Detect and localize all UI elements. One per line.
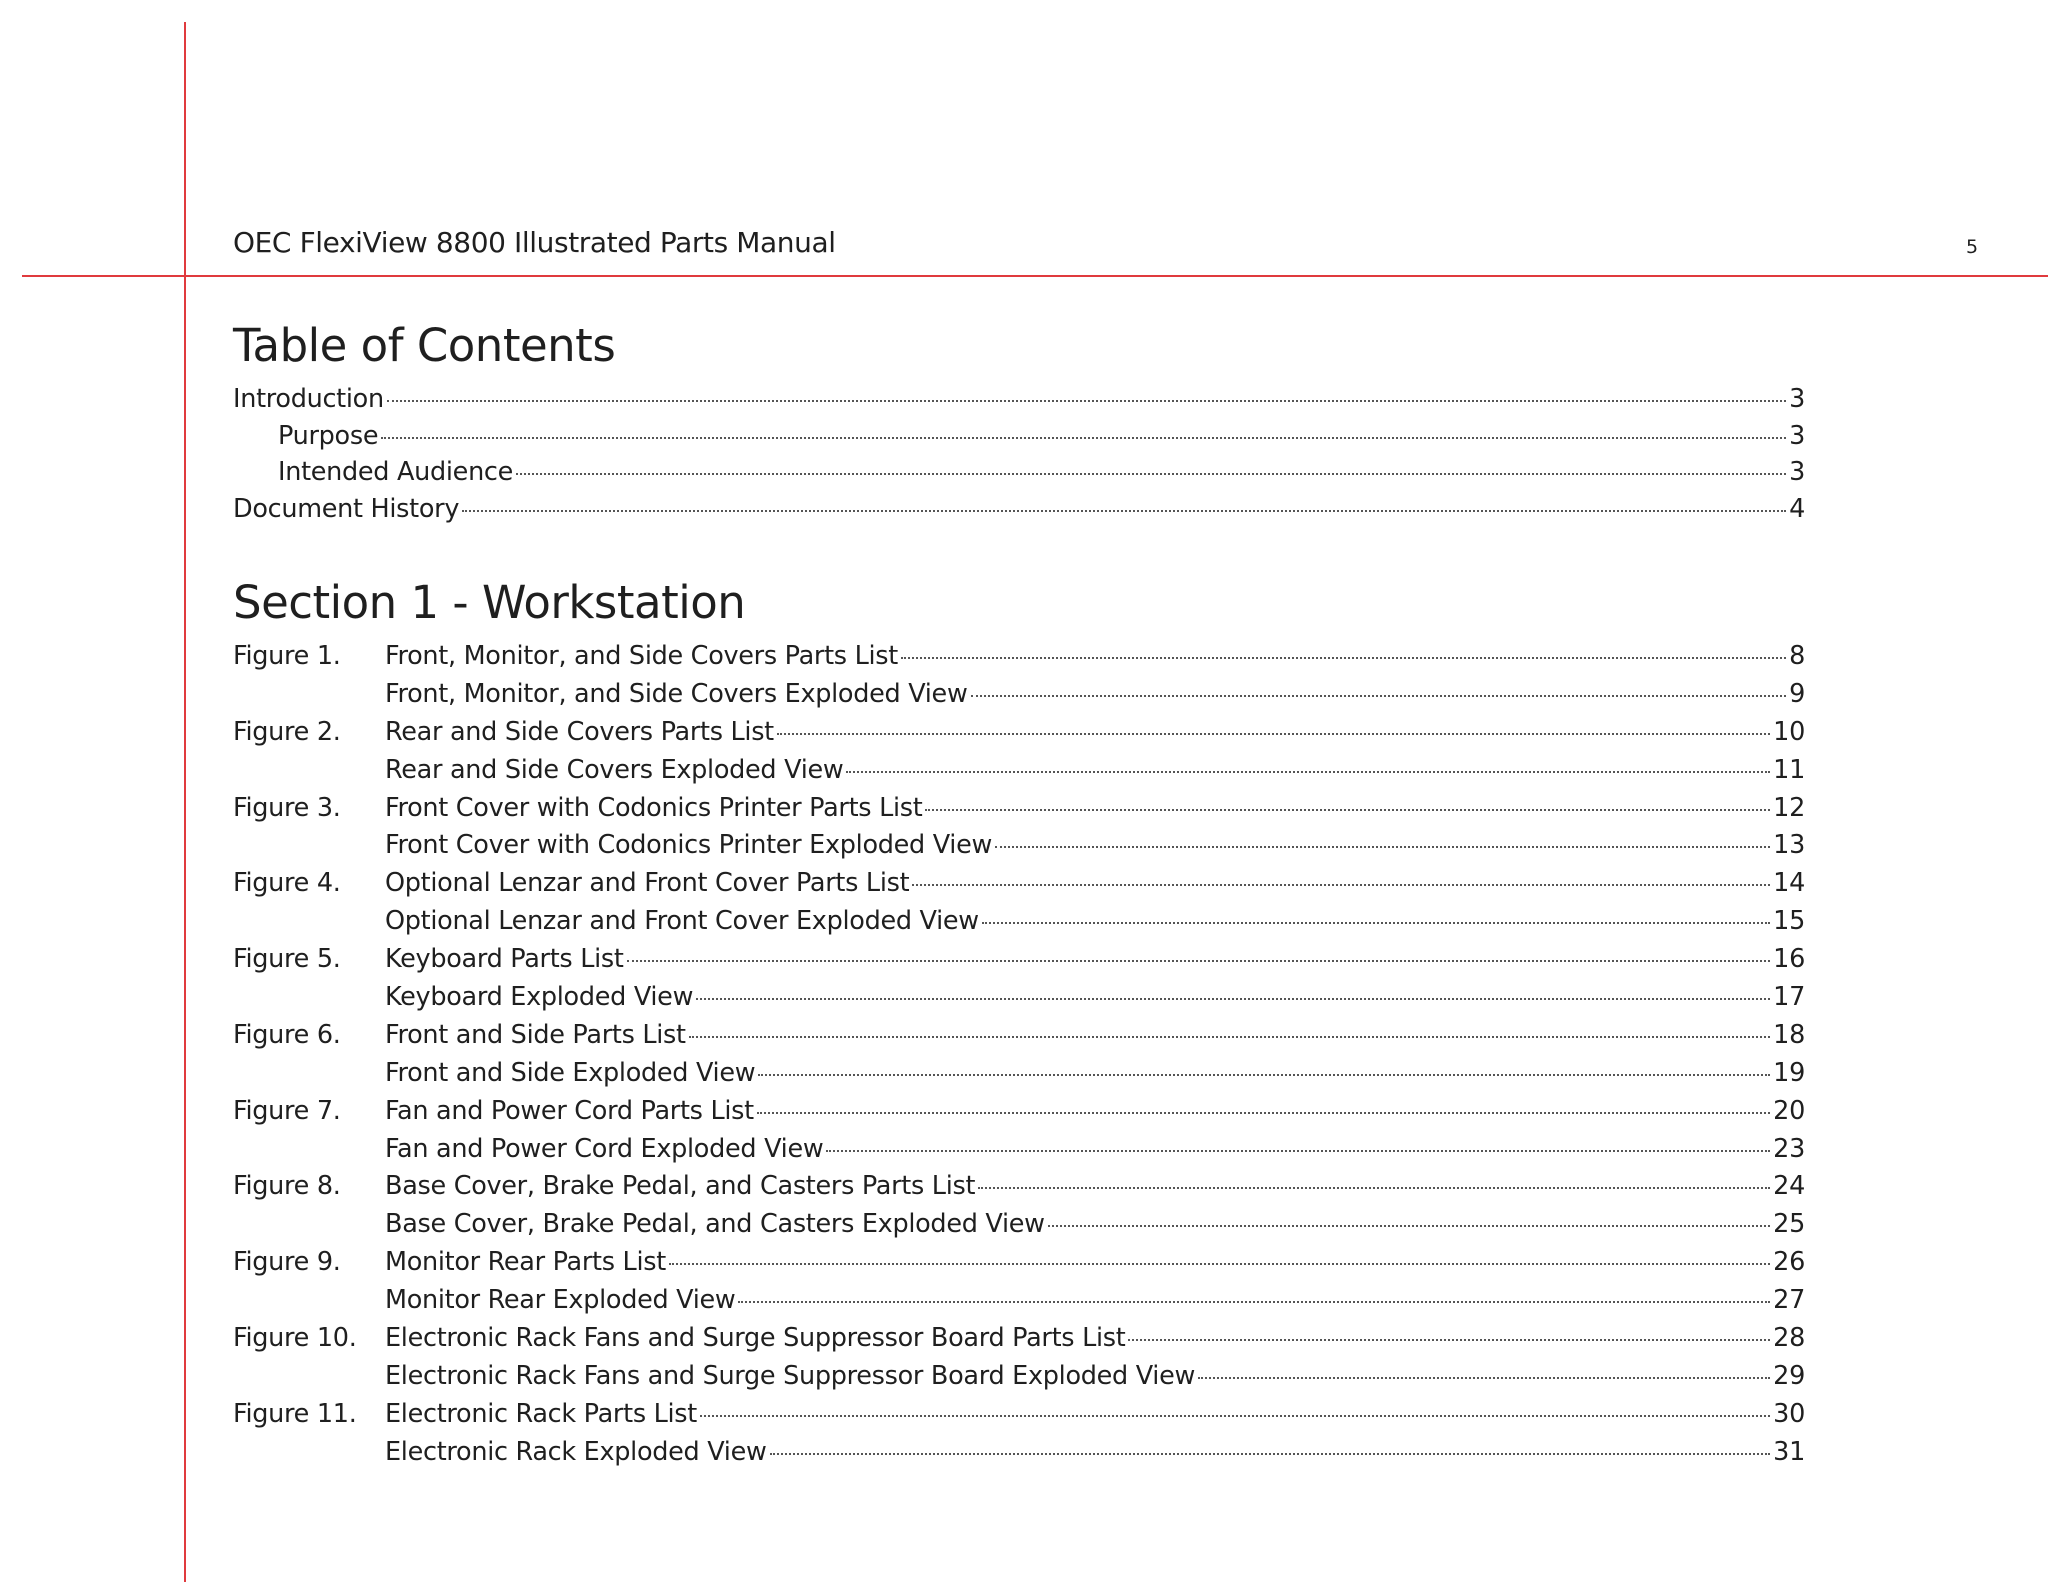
figure-entry-text: Electronic Rack Exploded View (385, 1436, 767, 1467)
dot-leader (826, 1150, 1770, 1152)
dot-leader (516, 473, 1786, 475)
figure-entry[interactable] (233, 1244, 1805, 1282)
figure-entry-text: Optional Lenzar and Front Cover Exploded View (385, 906, 979, 937)
toc-heading: Table of Contents (233, 319, 616, 372)
dot-leader (462, 510, 1786, 512)
figure-entry[interactable] (233, 1017, 1805, 1055)
figure-entry-page: 25 (1773, 1209, 1805, 1240)
document-title: OEC FlexiView 8800 Illustrated Parts Manual (233, 226, 836, 259)
dot-leader (971, 695, 1787, 697)
toc-entry-text: Introduction (233, 384, 384, 414)
figure-number: Figure 8. (233, 1171, 341, 1202)
figure-entry[interactable] (233, 1320, 1805, 1358)
figure-entry-page: 27 (1773, 1285, 1805, 1316)
figure-entry[interactable] (233, 714, 1805, 752)
figure-number: Figure 6. (233, 1019, 341, 1050)
figure-entry-text: Base Cover, Brake Pedal, and Casters Parts List (385, 1171, 976, 1202)
figure-entry-page: 17 (1773, 982, 1805, 1013)
figure-entry-page: 26 (1773, 1247, 1805, 1278)
figure-entry-page: 14 (1773, 868, 1805, 899)
toc-entry-purpose[interactable] (233, 418, 1805, 455)
figure-entry-page: 15 (1773, 906, 1805, 937)
figure-entry-page: 30 (1773, 1398, 1805, 1429)
dot-leader (696, 998, 1770, 1000)
figure-list (233, 638, 1805, 1472)
figure-entry[interactable] (233, 1055, 1805, 1093)
dot-leader (757, 1112, 1770, 1114)
figure-entry-page: 13 (1773, 830, 1805, 861)
figure-number: Figure 1. (233, 641, 341, 671)
figure-entry-text: Keyboard Parts List (385, 944, 624, 975)
figure-entry-text: Rear and Side Covers Exploded View (385, 754, 844, 785)
figure-entry-text: Front and Side Parts List (385, 1019, 686, 1050)
figure-entry-text: Electronic Rack Fans and Surge Suppressor Board Parts List (385, 1323, 1126, 1354)
figure-number: Figure 3. (233, 792, 341, 823)
dot-leader (901, 657, 1786, 659)
figure-number: Figure 7. (233, 1095, 341, 1126)
dot-leader (777, 733, 1770, 735)
dot-leader (758, 1074, 1770, 1076)
dot-leader (770, 1453, 1771, 1455)
page-content (233, 318, 1805, 1472)
figure-entry[interactable] (233, 979, 1805, 1017)
dot-leader (381, 437, 1786, 439)
figure-number: Figure 11. (233, 1398, 357, 1429)
figure-entry[interactable] (233, 1168, 1805, 1206)
figure-entry-page: 8 (1789, 641, 1805, 671)
dot-leader (700, 1415, 1770, 1417)
figure-entry-text: Electronic Rack Parts List (385, 1398, 697, 1429)
dot-leader (925, 809, 1770, 811)
figure-entry-page: 31 (1773, 1436, 1805, 1467)
figure-entry-text: Front and Side Exploded View (385, 1057, 756, 1088)
dot-leader (738, 1301, 1770, 1303)
figure-entry-text: Front Cover with Codonics Printer Exploded View (385, 830, 993, 861)
section-heading: Section 1 - Workstation (233, 576, 746, 629)
figure-entry-page: 28 (1773, 1323, 1805, 1354)
figure-entry-text: Optional Lenzar and Front Cover Parts List (385, 868, 910, 899)
dot-leader (995, 846, 1770, 848)
toc-entry-text: Purpose (278, 420, 379, 451)
figure-entry-page: 18 (1773, 1019, 1805, 1050)
figure-number: Figure 4. (233, 868, 341, 899)
dot-leader (1198, 1377, 1770, 1379)
figure-entry-text: Base Cover, Brake Pedal, and Casters Exploded View (385, 1209, 1045, 1240)
horizontal-header-rule (22, 275, 2048, 277)
figure-number: Figure 9. (233, 1247, 341, 1278)
figure-entry-page: 20 (1773, 1095, 1805, 1126)
figure-entry[interactable] (233, 676, 1805, 714)
figure-entry-text: Front, Monitor, and Side Covers Parts List (385, 641, 898, 671)
toc-entry-text: Intended Audience (278, 457, 514, 487)
figure-number: Figure 2. (233, 716, 341, 747)
figure-entry[interactable] (233, 1093, 1805, 1131)
vertical-crop-rule (184, 22, 186, 1582)
figure-entry-page: 11 (1773, 754, 1805, 785)
toc-entry-page: 3 (1789, 457, 1805, 487)
toc-entry-page: 3 (1789, 420, 1805, 451)
figure-entry[interactable] (233, 790, 1805, 828)
figure-entry[interactable] (233, 1282, 1805, 1320)
toc-entry-text: Document History (233, 493, 460, 524)
dot-leader (982, 922, 1770, 924)
figure-entry-text: Front Cover with Codonics Printer Parts List (385, 792, 923, 823)
dot-leader (912, 884, 1770, 886)
figure-entry-page: 12 (1773, 792, 1805, 823)
figure-entry[interactable] (233, 865, 1805, 903)
dot-leader (669, 1263, 1770, 1265)
figure-entry[interactable] (233, 1358, 1805, 1396)
figure-number: Figure 10. (233, 1323, 357, 1354)
figure-entry[interactable] (233, 1206, 1805, 1244)
figure-entry-text: Rear and Side Covers Parts List (385, 716, 774, 747)
figure-entry[interactable] (233, 752, 1805, 790)
figure-entry-page: 9 (1789, 678, 1805, 709)
figure-entry-text: Fan and Power Cord Exploded View (385, 1133, 824, 1164)
figure-entry-text: Front, Monitor, and Side Covers Exploded View (385, 678, 968, 709)
figure-entry-text: Electronic Rack Fans and Surge Suppressor Board Exploded View (385, 1360, 1196, 1391)
figure-entry-page: 24 (1773, 1171, 1805, 1202)
figure-entry-page: 23 (1773, 1133, 1805, 1164)
toc-entry-document-history[interactable] (233, 491, 1805, 528)
figure-entry[interactable] (233, 1434, 1805, 1472)
figure-number: Figure 5. (233, 944, 341, 975)
dot-leader (387, 400, 1786, 402)
figure-entry-page: 16 (1773, 944, 1805, 975)
figure-entry[interactable] (233, 1396, 1805, 1434)
toc-entry-page: 4 (1789, 493, 1805, 524)
figure-entry[interactable] (233, 638, 1805, 676)
toc-entry-intended-audience[interactable] (233, 454, 1805, 491)
figure-entry[interactable] (233, 903, 1805, 941)
toc-entry-page: 3 (1789, 384, 1805, 414)
dot-leader (978, 1187, 1770, 1189)
figure-entry-text: Fan and Power Cord Parts List (385, 1095, 754, 1126)
figure-entry[interactable] (233, 941, 1805, 979)
figure-entry-text: Monitor Rear Exploded View (385, 1285, 736, 1316)
toc-entry-introduction[interactable] (233, 381, 1805, 418)
dot-leader (1048, 1225, 1770, 1227)
figure-entry-page: 29 (1773, 1360, 1805, 1391)
figure-entry-text: Monitor Rear Parts List (385, 1247, 666, 1278)
figure-entry[interactable] (233, 827, 1805, 865)
dot-leader (846, 771, 1770, 773)
dot-leader (689, 1036, 1770, 1038)
toc-intro-list (233, 381, 1805, 527)
figure-entry[interactable] (233, 1131, 1805, 1169)
dot-leader (627, 960, 1771, 962)
figure-entry-page: 19 (1773, 1057, 1805, 1088)
figure-entry-text: Keyboard Exploded View (385, 982, 694, 1013)
figure-entry-page: 10 (1773, 716, 1805, 747)
dot-leader (1128, 1339, 1770, 1341)
page-number: 5 (1966, 236, 1979, 258)
